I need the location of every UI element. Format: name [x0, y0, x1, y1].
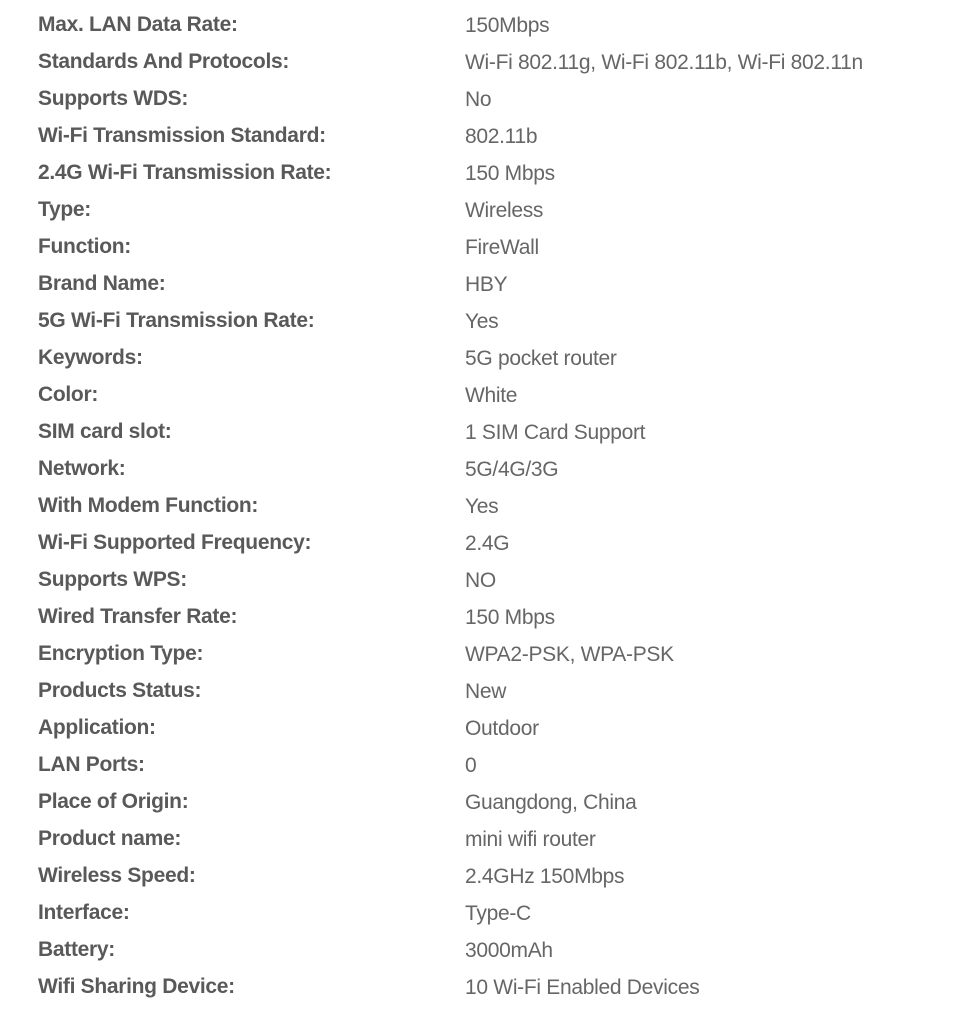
spec-label: Network: — [38, 456, 126, 480]
spec-row — [38, 968, 970, 1005]
spec-label: Application: — [38, 715, 156, 739]
spec-label: Wi-Fi Transmission Standard: — [38, 123, 326, 147]
spec-label: Products Status: — [38, 678, 202, 702]
spec-label: Supports WDS: — [38, 86, 189, 110]
spec-value: Guangdong, China — [465, 790, 637, 814]
spec-label: Function: — [38, 234, 131, 258]
spec-row — [38, 228, 970, 265]
spec-value: 2.4GHz 150Mbps — [465, 864, 625, 888]
spec-value: White — [465, 383, 518, 407]
spec-value: Wireless — [465, 198, 544, 222]
spec-value: Type-C — [465, 901, 531, 925]
spec-label: Interface: — [38, 900, 130, 924]
spec-label: SIM card slot: — [38, 419, 172, 443]
spec-value: 802.11b — [465, 124, 538, 148]
spec-row — [38, 931, 970, 968]
spec-label: Product name: — [38, 826, 182, 850]
spec-row — [38, 709, 970, 746]
spec-value: Yes — [465, 494, 499, 518]
spec-row — [38, 376, 970, 413]
spec-row — [38, 302, 970, 339]
spec-label: 2.4G Wi-Fi Transmission Rate: — [38, 160, 332, 184]
spec-label: Type: — [38, 197, 91, 221]
spec-value: 2.4G — [465, 531, 510, 555]
spec-value: No — [465, 87, 492, 111]
spec-label: LAN Ports: — [38, 752, 145, 776]
spec-row — [38, 672, 970, 709]
spec-row — [38, 783, 970, 820]
spec-label: Battery: — [38, 937, 115, 961]
spec-value: 5G/4G/3G — [465, 457, 559, 481]
spec-label: Standards And Protocols: — [38, 49, 290, 73]
spec-row — [38, 598, 970, 635]
spec-row — [38, 894, 970, 931]
spec-row — [38, 746, 970, 783]
spec-row — [38, 339, 970, 376]
spec-row — [38, 6, 970, 43]
spec-label: Place of Origin: — [38, 789, 189, 813]
spec-row — [38, 561, 970, 598]
spec-value: NO — [465, 568, 496, 592]
spec-label: With Modem Function: — [38, 493, 259, 517]
spec-value: mini wifi router — [465, 827, 596, 851]
spec-row — [38, 80, 970, 117]
spec-value: New — [465, 679, 507, 703]
spec-value: HBY — [465, 272, 508, 296]
spec-value: 3000mAh — [465, 938, 553, 962]
spec-label: Wireless Speed: — [38, 863, 196, 887]
spec-label: Max. LAN Data Rate: — [38, 12, 238, 36]
spec-label: Keywords: — [38, 345, 143, 369]
spec-value: 150Mbps — [465, 13, 550, 37]
spec-row — [38, 820, 970, 857]
spec-row — [38, 265, 970, 302]
spec-value: Yes — [465, 309, 499, 333]
spec-row — [38, 450, 970, 487]
spec-row — [38, 524, 970, 561]
spec-row — [38, 117, 970, 154]
spec-row — [38, 191, 970, 228]
spec-label: Wifi Sharing Device: — [38, 974, 235, 998]
spec-row — [38, 43, 970, 80]
spec-label: Wi-Fi Supported Frequency: — [38, 530, 312, 554]
spec-value: Outdoor — [465, 716, 539, 740]
spec-label: Brand Name: — [38, 271, 166, 295]
spec-value: 5G pocket router — [465, 346, 617, 370]
spec-value: WPA2-PSK, WPA-PSK — [465, 642, 674, 666]
spec-label: Encryption Type: — [38, 641, 204, 665]
spec-row — [38, 413, 970, 450]
spec-value: 150 Mbps — [465, 605, 555, 629]
spec-value: Wi-Fi 802.11g, Wi-Fi 802.11b, Wi-Fi 802.11n — [465, 50, 863, 74]
spec-value: 10 Wi-Fi Enabled Devices — [465, 975, 700, 999]
spec-label: 5G Wi-Fi Transmission Rate: — [38, 308, 315, 332]
spec-value: 1 SIM Card Support — [465, 420, 646, 444]
spec-label: Color: — [38, 382, 99, 406]
spec-label: Supports WPS: — [38, 567, 187, 591]
spec-label: Wired Transfer Rate: — [38, 604, 238, 628]
spec-value: 150 Mbps — [465, 161, 555, 185]
spec-value: FireWall — [465, 235, 539, 259]
spec-value: 0 — [465, 753, 477, 777]
spec-row — [38, 154, 970, 191]
spec-row — [38, 487, 970, 524]
spec-row — [38, 635, 970, 672]
spec-row — [38, 857, 970, 894]
